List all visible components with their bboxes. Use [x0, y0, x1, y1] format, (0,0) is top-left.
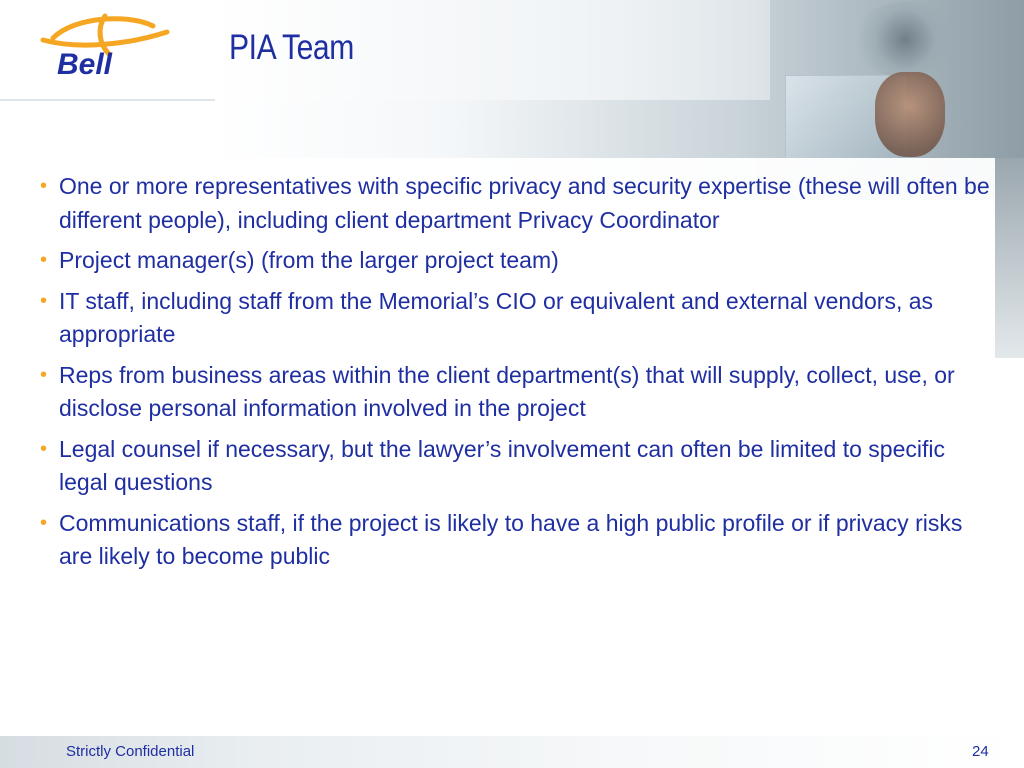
right-edge-fade — [995, 158, 1024, 358]
bullet-marker: • — [40, 437, 48, 460]
bullet-text: Reps from business areas within the client department(s) that will supply, collect, use, or disclose personal information involved in the project — [59, 361, 955, 421]
header-eye-image — [850, 2, 960, 77]
bullet-item — [36, 433, 991, 500]
bullet-item — [36, 170, 991, 237]
bullet-text: One or more representatives with specific privacy and security expertise (these will often be different people), including client department Privacy Coordinator — [59, 173, 990, 233]
title-divider — [0, 99, 215, 101]
bullet-marker: • — [40, 249, 48, 271]
slide-title: PIA Team — [229, 28, 354, 67]
bullet-marker: • — [40, 289, 48, 312]
bullet-list — [36, 170, 991, 581]
bell-logo — [35, 10, 175, 78]
footer-page-number: 24 — [972, 743, 989, 760]
bullet-marker: • — [40, 175, 48, 197]
bullet-text: Communications staff, if the project is likely to have a high public profile or if privacy risks are likely to become public — [59, 509, 963, 569]
bullet-item — [36, 507, 991, 574]
header-person-image — [875, 72, 945, 157]
bullet-item — [36, 359, 991, 426]
bell-logo-wordmark: Bell — [57, 48, 113, 78]
bullet-item — [36, 285, 991, 352]
bullet-marker: • — [40, 511, 48, 534]
footer-confidentiality-label: Strictly Confidential — [66, 743, 195, 760]
bullet-marker: • — [40, 363, 48, 386]
bullet-item — [36, 244, 991, 278]
bullet-text: Project manager(s) (from the larger project team) — [59, 247, 559, 273]
bullet-text: IT staff, including staff from the Memorial’s CIO or equivalent and external vendors, as appropriate — [59, 287, 934, 347]
bullet-text: Legal counsel if necessary, but the lawyer’s involvement can often be limited to specific legal questions — [59, 435, 945, 495]
